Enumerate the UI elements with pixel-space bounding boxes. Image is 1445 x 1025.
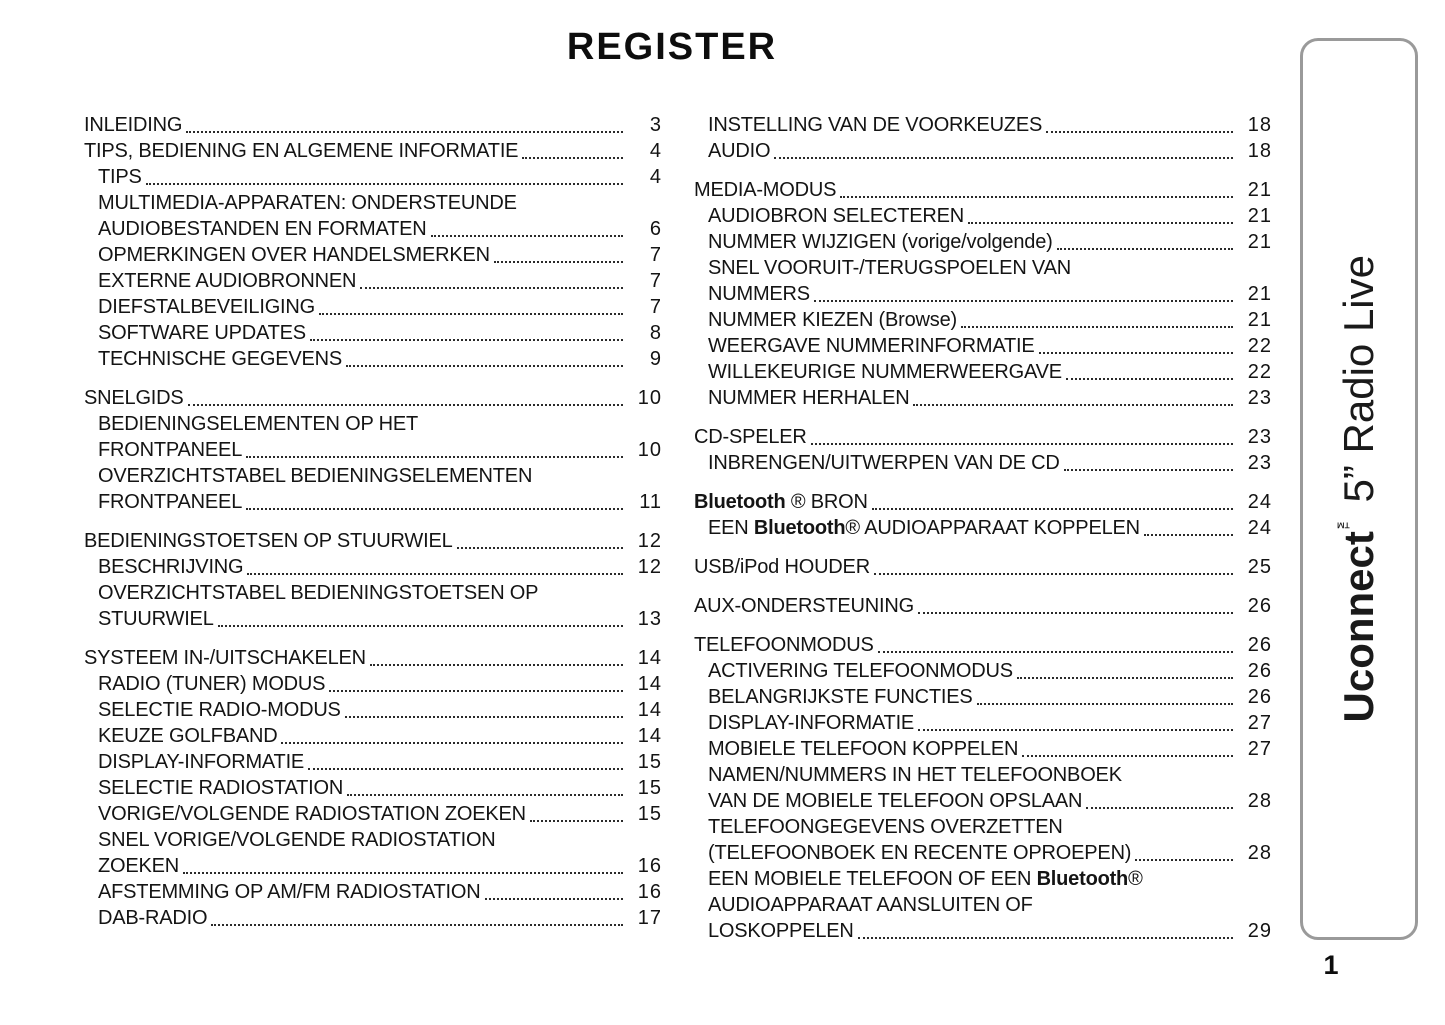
toc-page-number: 27 <box>1247 712 1272 734</box>
dot-leader <box>774 157 1233 159</box>
toc-entry <box>694 359 1272 385</box>
toc-entry-text: INSTELLING VAN DE VOORKEUZES <box>708 114 1043 136</box>
toc-entry-text: (TELEFOONBOEK EN RECENTE OPROEPEN) <box>708 842 1132 864</box>
toc-page-number: 26 <box>1247 634 1272 656</box>
toc-entry-line <box>708 255 1272 281</box>
toc-page-number: 26 <box>1247 686 1272 708</box>
toc-entry <box>694 866 1272 944</box>
dot-leader <box>1086 807 1233 809</box>
dot-leader <box>281 742 623 744</box>
toc-entry-line <box>98 411 662 437</box>
toc-page-number: 29 <box>1247 920 1272 942</box>
toc-entry-line <box>708 112 1272 138</box>
toc-entry <box>694 385 1272 411</box>
toc-entry-line <box>708 203 1272 229</box>
toc-entry-line <box>708 333 1272 359</box>
toc-entry <box>84 671 662 697</box>
dot-leader <box>146 183 623 185</box>
toc-entry-text: VORIGE/VOLGENDE RADIOSTATION ZOEKEN <box>98 803 526 825</box>
toc-entry-line <box>708 281 1272 307</box>
toc-entry-line <box>98 554 662 580</box>
toc-entry-line <box>708 658 1272 684</box>
toc-entry-text: FRONTPANEEL <box>98 439 243 461</box>
dot-leader <box>968 222 1233 224</box>
toc-page-number: 23 <box>1247 452 1272 474</box>
toc-entry-text: BESCHRIJVING <box>98 556 244 578</box>
toc-entry-line <box>98 853 662 879</box>
toc-column-left <box>84 112 662 944</box>
toc-entry-line <box>708 866 1272 892</box>
dot-leader <box>977 703 1233 705</box>
toc-entry-text: TIPS <box>98 166 142 188</box>
toc-page-number: 15 <box>637 803 662 825</box>
toc-page-number: 12 <box>637 530 662 552</box>
toc-entry <box>84 138 662 164</box>
toc-entry <box>694 138 1272 164</box>
toc-page-number: 28 <box>1247 790 1272 812</box>
toc-page-number: 23 <box>1247 426 1272 448</box>
toc-page-number: 26 <box>1247 595 1272 617</box>
toc-entry-text: DISPLAY-INFORMATIE <box>98 751 305 773</box>
toc-entry <box>694 177 1272 203</box>
dot-leader <box>188 404 623 406</box>
dot-leader <box>346 365 623 367</box>
toc-page-number: 12 <box>637 556 662 578</box>
toc-entry <box>84 905 662 931</box>
toc-entry <box>84 749 662 775</box>
toc-entry <box>84 294 662 320</box>
toc-entry-text: EXTERNE AUDIOBRONNEN <box>98 270 357 292</box>
toc-page-number: 15 <box>637 751 662 773</box>
toc-entry-text: TIPS, BEDIENING EN ALGEMENE INFORMATIE <box>84 140 519 162</box>
toc-entry-text: SELECTIE RADIOSTATION <box>98 777 344 799</box>
toc-entry <box>694 736 1272 762</box>
dot-leader <box>811 443 1233 445</box>
toc-entry-line <box>708 710 1272 736</box>
toc-entry-text: USB/iPod HOUDER <box>694 556 870 578</box>
toc-entry <box>694 684 1272 710</box>
toc-entry-line <box>708 918 1272 944</box>
toc-entry-line <box>708 229 1272 255</box>
dot-leader <box>522 157 623 159</box>
toc-entry <box>694 203 1272 229</box>
toc-entry-text: INBRENGEN/UITWERPEN VAN DE CD <box>708 452 1060 474</box>
toc-entry <box>84 580 662 632</box>
toc-entry-line <box>98 320 662 346</box>
toc-page-number: 21 <box>1247 205 1272 227</box>
toc-entry-line <box>98 580 662 606</box>
dot-leader <box>370 664 623 666</box>
toc-entry <box>694 450 1272 476</box>
toc-entry-text: RADIO (TUNER) MODUS <box>98 673 326 695</box>
dot-leader <box>913 404 1233 406</box>
toc-entry-text: SYSTEEM IN-/UITSCHAKELEN <box>84 647 366 669</box>
toc-entry-line <box>708 359 1272 385</box>
toc-entry-text: BEDIENINGSTOETSEN OP STUURWIEL <box>84 530 453 552</box>
toc-entry-text: SOFTWARE UPDATES <box>98 322 306 344</box>
toc-entry <box>84 320 662 346</box>
toc-entry-text: MEDIA-MODUS <box>694 179 837 201</box>
toc-entry-line <box>708 736 1272 762</box>
toc-column-right <box>694 112 1272 944</box>
dot-leader <box>878 651 1233 653</box>
toc-page-number: 16 <box>637 855 662 877</box>
chapter-side-tab <box>1300 38 1418 940</box>
toc-entry-line <box>98 879 662 905</box>
toc-entry-line <box>98 606 662 632</box>
toc-entry-text: AUDIOBESTANDEN EN FORMATEN <box>98 218 427 240</box>
toc-page-number: 14 <box>637 725 662 747</box>
toc-entry-text: NAMEN/NUMMERS IN HET TELEFOONBOEK <box>708 764 1122 786</box>
toc-page-number: 18 <box>1247 114 1272 136</box>
toc-entry-line <box>708 762 1272 788</box>
toc-entry <box>84 827 662 879</box>
toc-entry <box>84 411 662 463</box>
toc-entry-text: ACTIVERING TELEFOONMODUS <box>708 660 1013 682</box>
dot-leader <box>1144 534 1233 536</box>
toc-entry-line <box>98 242 662 268</box>
toc-page-number: 11 <box>639 491 662 513</box>
toc-entry <box>84 528 662 554</box>
toc-entry-line <box>98 905 662 931</box>
toc-entry-line <box>708 814 1272 840</box>
toc-entry-line <box>84 138 662 164</box>
dot-leader <box>1064 469 1233 471</box>
dot-leader <box>308 768 623 770</box>
toc-entry <box>694 333 1272 359</box>
toc-page-number: 10 <box>637 439 662 461</box>
toc-entry-line <box>694 632 1272 658</box>
toc-entry-line <box>98 346 662 372</box>
toc-page-number: 21 <box>1247 283 1272 305</box>
dot-leader <box>874 573 1233 575</box>
dot-leader <box>494 261 623 263</box>
toc-entry <box>694 424 1272 450</box>
trademark-symbol: ™ <box>1335 514 1352 532</box>
toc-page-number: 25 <box>1247 556 1272 578</box>
toc-entry-text: STUURWIEL <box>98 608 214 630</box>
toc-entry-text: SNEL VOORUIT-/TERUGSPOELEN VAN <box>708 257 1071 279</box>
dot-leader <box>840 196 1233 198</box>
toc-page-number: 7 <box>649 270 662 292</box>
toc-page-number: 18 <box>1247 140 1272 162</box>
toc-entry <box>84 879 662 905</box>
toc-entry-text: NUMMER KIEZEN (Browse) <box>708 309 957 331</box>
toc-entry-text: EEN MOBIELE TELEFOON OF EEN Bluetooth® <box>708 868 1143 890</box>
toc-entry-line <box>84 528 662 554</box>
toc-page-number: 23 <box>1247 387 1272 409</box>
toc-entry-line <box>98 775 662 801</box>
toc-entry-text: INLEIDING <box>84 114 183 136</box>
toc-entry <box>84 723 662 749</box>
toc-entry-text: AUDIOAPPARAAT AANSLUITEN OF <box>708 894 1033 916</box>
product-name: 5” Radio Live <box>1335 255 1382 515</box>
toc-entry-text: AUDIO <box>708 140 771 162</box>
toc-entry-line <box>84 645 662 671</box>
toc-entry-text: SELECTIE RADIO-MODUS <box>98 699 341 721</box>
dot-leader <box>1066 378 1233 380</box>
dot-leader <box>246 456 623 458</box>
dot-leader <box>431 235 623 237</box>
toc-entry-text: MULTIMEDIA-APPARATEN: ONDERSTEUNDE <box>98 192 517 214</box>
toc-entry-line <box>98 294 662 320</box>
toc-entry-text: OVERZICHTSTABEL BEDIENINGSELEMENTEN <box>98 465 533 487</box>
toc-page-number: 14 <box>637 699 662 721</box>
toc-entry-text: WILLEKEURIGE NUMMERWEERGAVE <box>708 361 1062 383</box>
toc-entry <box>84 775 662 801</box>
toc-page-number: 24 <box>1247 491 1272 513</box>
toc-entry <box>694 554 1272 580</box>
toc-entry <box>84 112 662 138</box>
toc-entry-text: DAB-RADIO <box>98 907 208 929</box>
dot-leader <box>1022 755 1233 757</box>
toc-entry <box>694 489 1272 515</box>
toc-page-number: 14 <box>637 673 662 695</box>
toc-entry-line <box>98 749 662 775</box>
toc-entry-line <box>708 788 1272 814</box>
toc-entry <box>694 762 1272 814</box>
toc-page-number: 8 <box>649 322 662 344</box>
toc-entry-text: WEERGAVE NUMMERINFORMATIE <box>708 335 1035 357</box>
toc-entry <box>84 554 662 580</box>
toc-entry-line <box>98 437 662 463</box>
toc-entry-text: TECHNISCHE GEGEVENS <box>98 348 343 370</box>
toc-entry-text: AUX-ONDERSTEUNING <box>694 595 914 617</box>
toc-entry-text: DIEFSTALBEVEILIGING <box>98 296 316 318</box>
page-number: 1 <box>1323 950 1339 980</box>
toc-page-number: 15 <box>637 777 662 799</box>
dot-leader <box>211 924 623 926</box>
toc-page-number: 14 <box>637 647 662 669</box>
dot-leader <box>246 508 623 510</box>
toc-entry-text: NUMMER HERHALEN <box>708 387 910 409</box>
toc-entry-text: SNEL VORIGE/VOLGENDE RADIOSTATION <box>98 829 496 851</box>
dot-leader <box>872 508 1233 510</box>
toc-entry-line <box>98 463 662 489</box>
dot-leader <box>918 729 1233 731</box>
toc-page-number: 22 <box>1247 335 1272 357</box>
toc-page-number: 13 <box>637 608 662 630</box>
toc-entry-text: LOSKOPPELEN <box>708 920 854 942</box>
toc-entry-text: OVERZICHTSTABEL BEDIENINGSTOETSEN OP <box>98 582 539 604</box>
dot-leader <box>858 937 1233 939</box>
toc-entry <box>694 593 1272 619</box>
dot-leader <box>1135 859 1233 861</box>
toc-entry-line <box>98 723 662 749</box>
toc-page-number: 3 <box>649 114 662 136</box>
toc-entry-text: NUMMER WIJZIGEN (vorige/volgende) <box>708 231 1053 253</box>
toc-entry-line <box>708 138 1272 164</box>
dot-leader <box>310 339 623 341</box>
toc-entry-text: EEN Bluetooth® AUDIOAPPARAAT KOPPELEN <box>708 517 1140 539</box>
toc-entry-line <box>98 489 662 515</box>
toc-entry <box>694 658 1272 684</box>
toc-entry-line <box>694 489 1272 515</box>
toc-entry-text: AFSTEMMING OP AM/FM RADIOSTATION <box>98 881 481 903</box>
toc-entry <box>694 515 1272 541</box>
toc-page-number: 7 <box>649 296 662 318</box>
toc-entry <box>84 463 662 515</box>
toc-entry <box>84 268 662 294</box>
toc-page-number: 26 <box>1247 660 1272 682</box>
toc-entry-line <box>708 515 1272 541</box>
toc-page-number: 7 <box>649 244 662 266</box>
dot-leader <box>1017 677 1233 679</box>
toc-entry <box>694 255 1272 307</box>
brand-name: Uconnect <box>1335 531 1382 723</box>
dot-leader <box>1046 131 1233 133</box>
toc-entry-line <box>98 164 662 190</box>
toc-entry-text: BELANGRIJKSTE FUNCTIES <box>708 686 973 708</box>
toc-page-number: 16 <box>637 881 662 903</box>
toc-entry-line <box>708 892 1272 918</box>
toc-entry <box>84 346 662 372</box>
dot-leader <box>319 313 623 315</box>
toc-entry-line <box>694 593 1272 619</box>
toc-entry <box>84 801 662 827</box>
toc-page-number: 4 <box>649 140 662 162</box>
toc-entry-text: KEUZE GOLFBAND <box>98 725 278 747</box>
toc-entry-line <box>98 216 662 242</box>
toc-page-number: 21 <box>1247 309 1272 331</box>
toc-entry <box>694 814 1272 866</box>
toc-page-number: 17 <box>637 907 662 929</box>
toc-entry <box>694 229 1272 255</box>
toc-entry <box>84 385 662 411</box>
toc-entry-line <box>98 827 662 853</box>
dot-leader <box>485 898 623 900</box>
dot-leader <box>218 625 623 627</box>
toc-entry-text: CD-SPELER <box>694 426 807 448</box>
dot-leader <box>183 872 623 874</box>
toc-entry-line <box>694 424 1272 450</box>
toc-entry-line <box>694 554 1272 580</box>
toc-entry-line <box>708 840 1272 866</box>
dot-leader <box>360 287 623 289</box>
toc-entry-line <box>98 268 662 294</box>
toc-entry <box>694 632 1272 658</box>
toc <box>84 112 1272 944</box>
toc-entry-line <box>98 801 662 827</box>
toc-page-number: 27 <box>1247 738 1272 760</box>
toc-page-number: 4 <box>649 166 662 188</box>
toc-entry-text: MOBIELE TELEFOON KOPPELEN <box>708 738 1019 760</box>
toc-entry <box>694 112 1272 138</box>
toc-entry-line <box>84 385 662 411</box>
toc-page-number: 21 <box>1247 179 1272 201</box>
dot-leader <box>1057 248 1233 250</box>
toc-page-number: 6 <box>649 218 662 240</box>
toc-page-number: 24 <box>1247 517 1272 539</box>
toc-entry-text: TELEFOONMODUS <box>694 634 874 656</box>
toc-entry <box>84 164 662 190</box>
dot-leader <box>918 612 1233 614</box>
dot-leader <box>457 547 623 549</box>
dot-leader <box>530 820 623 822</box>
toc-entry <box>84 190 662 242</box>
dot-leader <box>186 131 623 133</box>
toc-entry-line <box>708 307 1272 333</box>
toc-page-number: 9 <box>649 348 662 370</box>
toc-entry-text: FRONTPANEEL <box>98 491 243 513</box>
toc-entry <box>694 710 1272 736</box>
toc-entry-line <box>98 697 662 723</box>
toc-entry-text: BEDIENINGSELEMENTEN OP HET <box>98 413 419 435</box>
toc-entry-text: ZOEKEN <box>98 855 180 877</box>
toc-entry <box>694 307 1272 333</box>
toc-entry-line <box>98 671 662 697</box>
toc-entry-line <box>708 684 1272 710</box>
sidebar-title <box>1335 255 1383 723</box>
page-title: REGISTER <box>566 26 778 68</box>
dot-leader <box>329 690 623 692</box>
toc-entry <box>84 242 662 268</box>
toc-page-number: 21 <box>1247 231 1272 253</box>
toc-entry-text: SNELGIDS <box>84 387 184 409</box>
toc-entry <box>84 697 662 723</box>
dot-leader <box>347 794 623 796</box>
dot-leader <box>1039 352 1234 354</box>
dot-leader <box>247 573 623 575</box>
toc-page-number: 10 <box>637 387 662 409</box>
toc-entry-line <box>84 112 662 138</box>
dot-leader <box>345 716 623 718</box>
toc-entry-text: VAN DE MOBIELE TELEFOON OPSLAAN <box>708 790 1083 812</box>
toc-entry-line <box>708 450 1272 476</box>
toc-entry-line <box>98 190 662 216</box>
toc-page-number: 22 <box>1247 361 1272 383</box>
toc-entry-text: NUMMERS <box>708 283 810 305</box>
toc-entry-text: DISPLAY-INFORMATIE <box>708 712 915 734</box>
dot-leader <box>961 326 1233 328</box>
toc-entry-line <box>694 177 1272 203</box>
dot-leader <box>814 300 1233 302</box>
toc-entry <box>84 645 662 671</box>
toc-entry-text: TELEFOONGEGEVENS OVERZETTEN <box>708 816 1063 838</box>
toc-entry-text: OPMERKINGEN OVER HANDELSMERKEN <box>98 244 490 266</box>
toc-entry-text: Bluetooth ® BRON <box>694 491 868 513</box>
toc-page-number: 28 <box>1247 842 1272 864</box>
toc-entry-line <box>708 385 1272 411</box>
toc-entry-text: AUDIOBRON SELECTEREN <box>708 205 965 227</box>
